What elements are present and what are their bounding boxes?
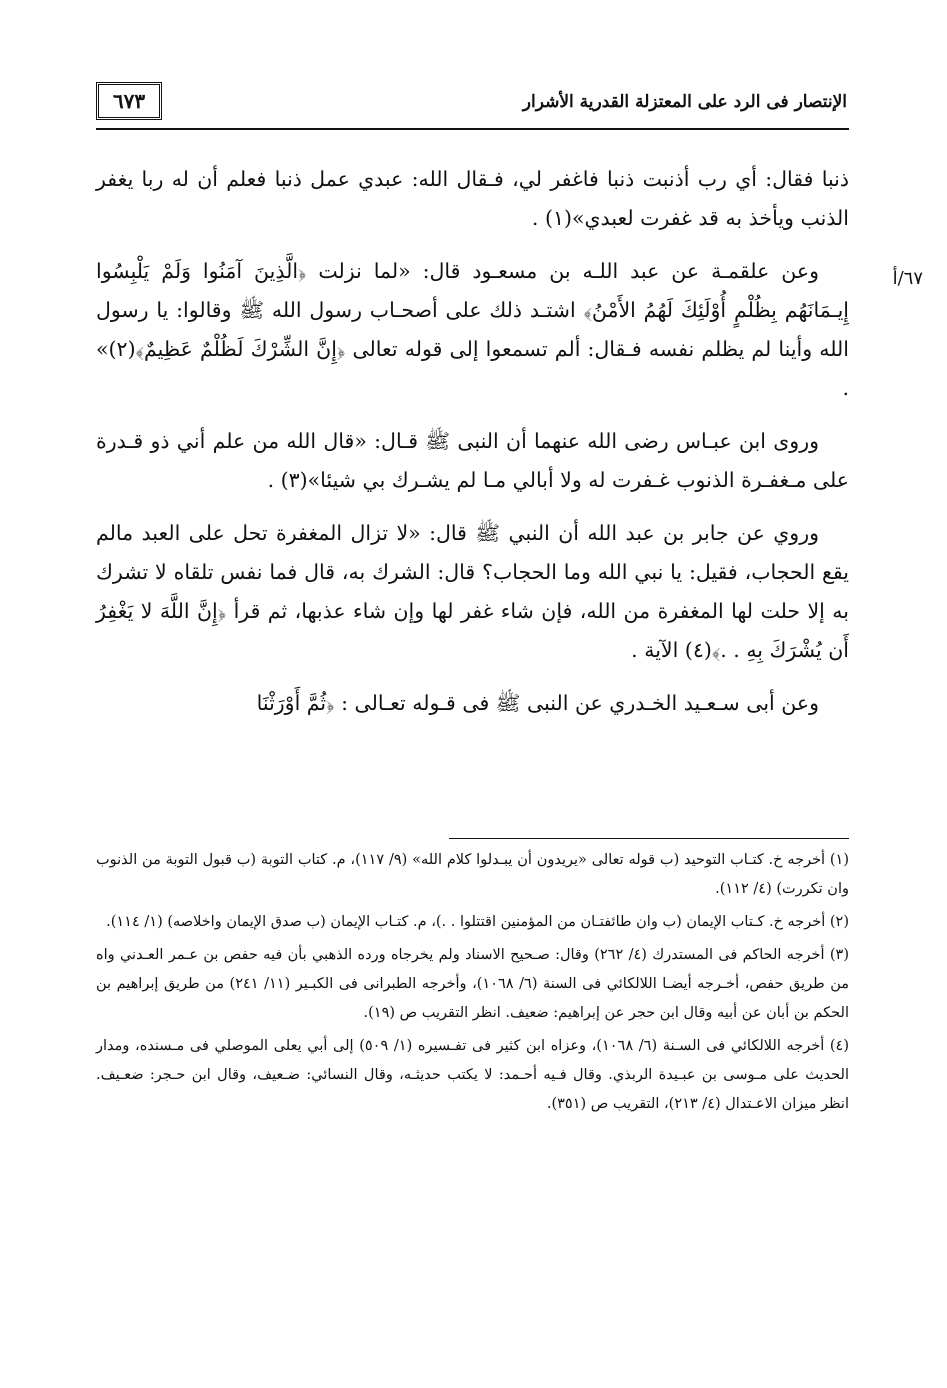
- paragraph-2: وعن علقمـة عن عبد اللـه بن مسعـود قال: «لما نزلت ﴿الَّذِينَ آمَنُوا وَلَمْ يَلْبِسُوا إِيـمَانَهُم بِظُلْمٍ أُوْلَئِكَ لَهُمُ الأَمْنُ﴾ اشتـد ذلك على أصحـاب رسول الله ﷺ وقالوا: يا رسول الله وأينا لم يظلم نفسه فـقال: ألم تسمعوا إلى قوله تعالى ﴿إِنَّ الشِّرْكَ لَظُلْمٌ عَظِيمٌ﴾(٢)» .: [96, 259, 849, 400]
- footnote-1: (١) أخرجه خ. كتـاب التوحيد (ب قوله تعالى «يريدون أن يبـدلوا كلام الله» (٩/ ١١٧)، م. كتاب التوبة (ب قبول التوبة من الذنوب وان تكررت) (٤/ ١١٢).: [96, 852, 850, 897]
- footnote-2: (٢) أخرجه خ. كـتاب الإيمان (ب وان طائفتـان من المؤمنين اقتتلوا . .)، م. كتـاب الإيمان (ب صدق الإيمان واخلاصه) (١/ ١١٤).: [106, 914, 849, 930]
- running-title: الإنتصار فى الرد على المعتزلة القدرية الأشرار: [522, 92, 847, 112]
- footnote-4: (٤) أخرجه اللالكائي فى السـنة (٦/ ١٠٦٨)، وعزاه ابن كثير فى تفـسيره (١/ ٥٠٩) إلى أبي يعلى الموصلي فى مـسنده، ومدار الحديث على مـوسى بن عبـيدة الربذي. وقال فـيه أحـمد: لا يكتب حديثـه، وقال النسائي: ضـعيف، وقال ابن حـجر: ضعـيف. انظر ميزان الاعـتدال (٤/ ٢١٣)، التقريب ص (٣٥١).: [96, 1038, 850, 1112]
- page-number: ٦٧٣: [96, 82, 162, 120]
- header-rule: [96, 128, 849, 130]
- paragraph-3: وروى ابن عبـاس رضى الله عنهما أن النبى ﷺ قـال: «قال الله من علم أني ذو قـدرة على مـغفـرة الذنوب غـفرت له ولا أبالي مـا لم يشـرك بي شيئا»(٣) .: [96, 429, 849, 492]
- paragraph-5: وعن أبى سـعـيد الخـدري عن النبى ﷺ فى قـوله تعـالى : ﴿ثُمَّ أَوْرَثْنَا: [256, 691, 819, 715]
- paragraph-1: ذنبا فقال: أي رب أذنبت ذنبا فاغفر لي، فـقال الله: عبدي عمل ذنبا فعلم أن له ربا يغفر الذنب ويأخذ به قد غفرت لعبدي»(١) .: [96, 167, 849, 230]
- footnote-rule: [449, 838, 849, 839]
- footnote-3: (٣) أخرجه الحاكم فى المستدرك (٤/ ٢٦٢) وقال: صـحيح الاسناد ولم يخرجاه ورده الذهبي بأن فيه حفص بن عـمر العـدني واه من طريق حفص، أخـرجه أيضـا اللالكائي فى السنة (٦/ ١٠٦٨)، وأخرجه الطبرانى فى الكبـير (١١/ ٢٤١) من طريق إبراهيم بن الحكم بن أبان عن أبيه وقال ابن حجر عن إبراهيم: ضعيف. انظر التقريب ص (١٩).: [96, 947, 850, 1021]
- manuscript-folio-note: ٦٧/أ: [892, 268, 923, 289]
- paragraph-4: وروي عن جابر بن عبد الله أن النبي ﷺ قال: «لا تزال المغفرة تحل على العبد مالم يقع الحجاب، فقيل: يا نبي الله وما الحجاب؟ قال: الشرك به، قال فما نفس تلقاه لا تشرك به إلا حلت لها المغفرة من الله، فإن شاء غفر لها وإن شاء عذبها، ثم قرأ ﴿إِنَّ اللَّهَ لا يَغْفِرُ أَن يُشْرَكَ بِهِ . .﴾(٤) الآية .: [96, 521, 849, 662]
- main-text: [96, 160, 849, 737]
- footnotes: [96, 846, 849, 1123]
